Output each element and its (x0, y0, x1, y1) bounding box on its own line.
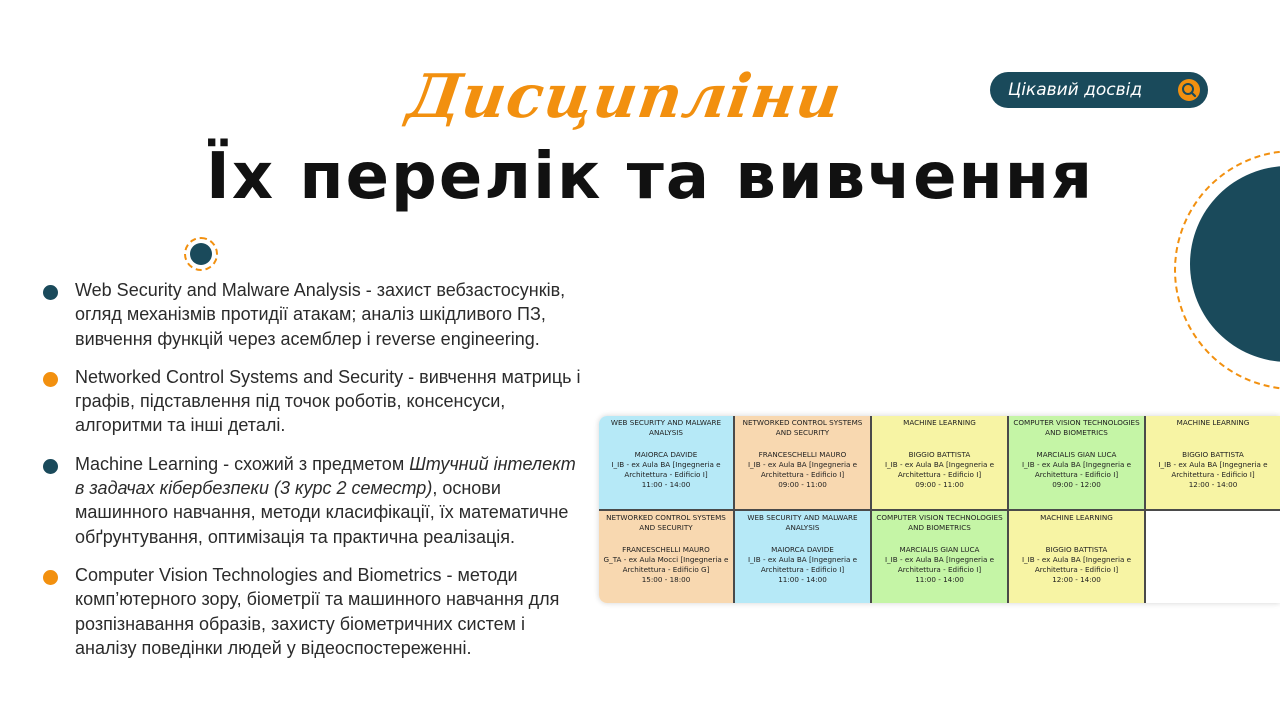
timetable-teacher: BIGGIO BATTISTA (1045, 545, 1108, 554)
timetable-room: I_IB - ex Aula BA [Ingegneria e Architettura - Edificio I] (1021, 460, 1132, 479)
timetable-time: 09:00 - 11:00 (778, 480, 827, 489)
bullet-item (40, 365, 585, 438)
timetable-course-title: COMPUTER VISION TECHNOLOGIES AND BIOMETRICS (1013, 418, 1140, 437)
bullet-list (40, 278, 585, 674)
timetable-course-title: WEB SECURITY AND MALWARE ANALYSIS (747, 513, 858, 532)
timetable-cell (1009, 416, 1146, 511)
timetable-cell (735, 416, 872, 511)
timetable-cell (1009, 511, 1146, 603)
bullet-dot (43, 372, 58, 387)
bullet-item (40, 452, 585, 549)
timetable-cell (599, 511, 735, 603)
bullet-item (40, 278, 585, 351)
timetable-teacher: FRANCESCHELLI MAURO (622, 545, 710, 554)
timetable-room: I_IB - ex Aula BA [Ingegneria e Architettura - Edificio I] (611, 460, 721, 479)
timetable-teacher: MARCIALIS GIAN LUCA (899, 545, 980, 554)
timetable-room: I_IB - ex Aula BA [Ingegneria e Architettura - Edificio I] (884, 460, 995, 479)
timetable (599, 416, 1280, 603)
timetable-time: 11:00 - 14:00 (778, 575, 827, 584)
timetable-cell (1146, 416, 1280, 511)
timetable-cell (872, 416, 1009, 511)
bullet-text-pre: Machine Learning - схожий з предметом (75, 453, 410, 474)
timetable-time: 11:00 - 14:00 (915, 575, 964, 584)
timetable-room: I_IB - ex Aula BA [Ingegneria e Architettura - Edificio I] (747, 555, 858, 574)
search-pill[interactable] (990, 72, 1208, 108)
bullet-item (40, 563, 585, 660)
timetable-room: I_IB - ex Aula BA [Ingegneria e Architettura - Edificio I] (1021, 555, 1132, 574)
bullet-text: Web Security and Malware Analysis - захист вебзастосунків, огляд механізмів протидії атакам; аналіз шкідливого ПЗ, вивчення функцій через асемблер і reverse engineering. (75, 280, 566, 349)
bullet-dot (43, 570, 58, 585)
timetable-course-title: COMPUTER VISION TECHNOLOGIES AND BIOMETRICS (876, 513, 1003, 532)
timetable-time: 09:00 - 11:00 (915, 480, 964, 489)
timetable-time: 12:00 - 14:00 (1052, 575, 1101, 584)
timetable-teacher: MAIORCA DAVIDE (634, 450, 698, 459)
timetable-teacher: MARCIALIS GIAN LUCA (1036, 450, 1117, 459)
title-script: Дисципліни (403, 62, 846, 132)
timetable-course-title: MACHINE LEARNING (1040, 513, 1113, 522)
timetable-room: I_IB - ex Aula BA [Ingegneria e Architettura - Edificio I] (747, 460, 858, 479)
decorative-small-dot (190, 243, 212, 265)
bullet-text: Computer Vision Technologies and Biometrics - методи комп’ютерного зору, біометрії та машинного навчання для розпізнавання образів, захисту біометричних систем і аналізу поведінки людей у відеоспостереженні. (75, 564, 560, 658)
bullet-text-italic: Штучний інтелект в задачах кібербезпеки (3 курс 2 семестр) (75, 453, 576, 499)
timetable-teacher: MAIORCA DAVIDE (771, 545, 834, 554)
bullet-text-post: , основи машинного навчання, методи класифікації, їх математичне обґрунтування, оптимізація та практична реалізація. (75, 478, 569, 547)
timetable-time: 12:00 - 14:00 (1188, 480, 1238, 489)
timetable-time: 11:00 - 14:00 (641, 480, 691, 489)
timetable-cell (1146, 511, 1280, 603)
search-label: Цікавий досвід (1008, 80, 1143, 100)
timetable-course-title (1148, 513, 1278, 545)
timetable-cell (599, 416, 735, 511)
bullet-dot (43, 285, 58, 300)
timetable-time: 09:00 - 12:00 (1052, 480, 1101, 489)
timetable-course-title: NETWORKED CONTROL SYSTEMS AND SECURITY (606, 513, 726, 532)
timetable-cell (735, 511, 872, 603)
timetable-teacher: BIGGIO BATTISTA (908, 450, 971, 459)
timetable-course-title: MACHINE LEARNING (903, 418, 976, 427)
timetable-room: G_TA - ex Aula Mocci [Ingegneria e Architettura - Edificio G] (603, 555, 729, 574)
timetable-course-title: WEB SECURITY AND MALWARE ANALYSIS (610, 418, 722, 437)
timetable-cell (872, 511, 1009, 603)
timetable-teacher: BIGGIO BATTISTA (1182, 450, 1244, 459)
timetable-time: 15:00 - 18:00 (641, 575, 691, 584)
timetable-course-title: NETWORKED CONTROL SYSTEMS AND SECURITY (742, 418, 863, 437)
bullet-dot (43, 459, 58, 474)
timetable-room: I_IB - ex Aula BA [Ingegneria e Architettura - Edificio I] (884, 555, 995, 574)
page-title: Їх перелік та вивчення (206, 140, 1095, 214)
timetable-room: I_IB - ex Aula BA [Ingegneria e Architettura - Edificio I] (1158, 460, 1268, 479)
timetable-teacher: FRANCESCHELLI MAURO (758, 450, 847, 459)
search-icon[interactable] (1178, 79, 1200, 101)
timetable-course-title: MACHINE LEARNING (1176, 418, 1250, 427)
bullet-text: Networked Control Systems and Security - вивчення матриць і графів, підставлення під точок роботів, консенсуси, алгоритми та інші деталі. (75, 366, 581, 436)
